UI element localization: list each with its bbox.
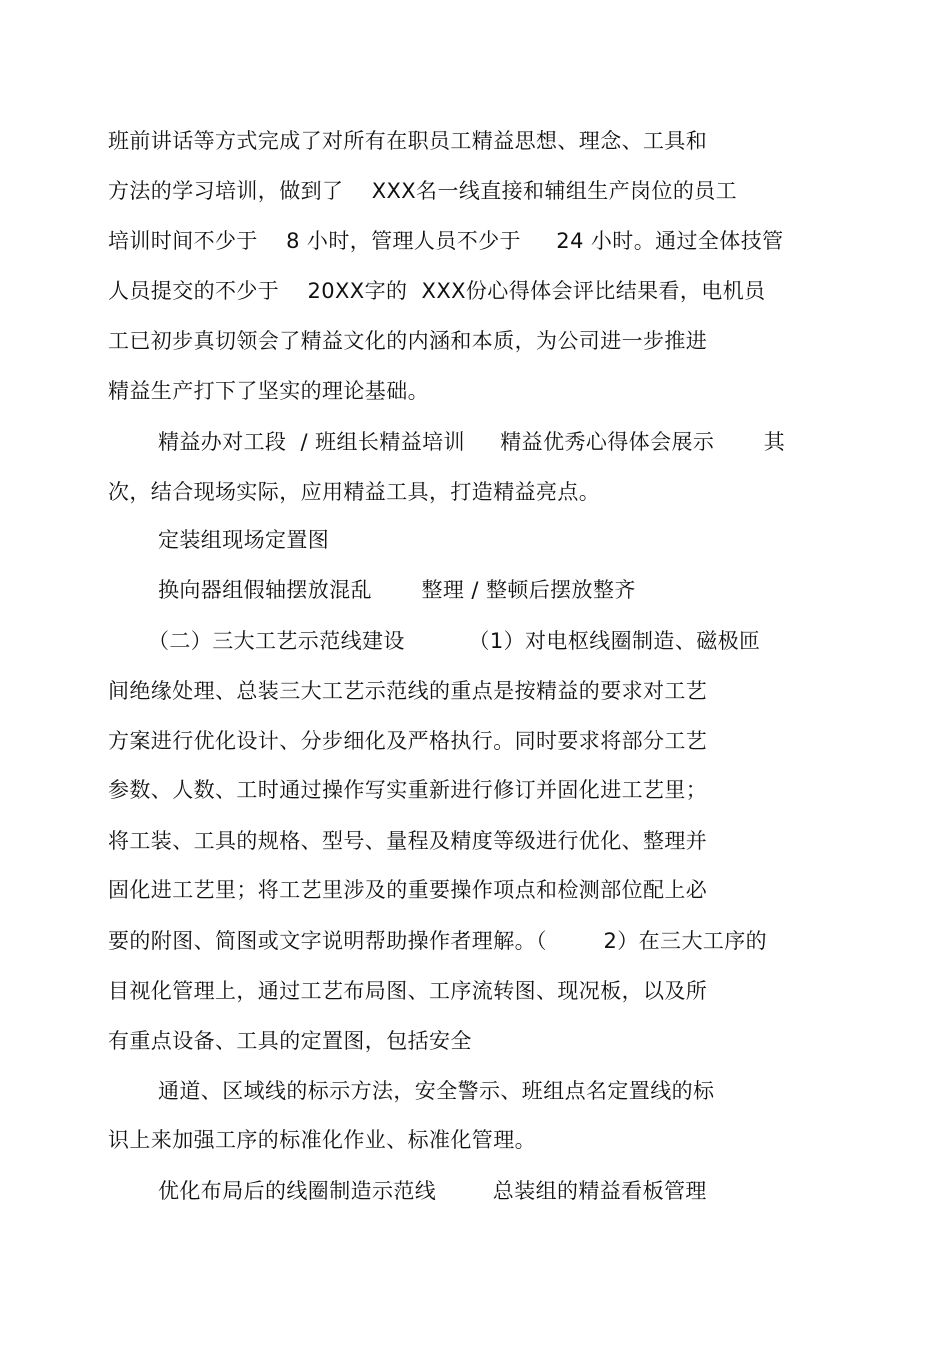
paragraph-line: 方法的学习培训，做到了 XXX名一线直接和辅组生产岗位的员工 bbox=[108, 179, 738, 203]
paragraph-line: 有重点设备、工具的定置图，包括安全 bbox=[108, 1029, 472, 1053]
paragraph-line: 培训时间不少于 8 小时，管理人员不少于 24 小时。通过全体技管 bbox=[108, 229, 784, 253]
paragraph-line: 目视化管理上，通过工艺布局图、工序流转图、现况板，以及所 bbox=[108, 979, 708, 1003]
paragraph-line: 间绝缘处理、总装三大工艺示范线的重点是按精益的要求对工艺 bbox=[108, 679, 708, 703]
paragraph-line: 精益生产打下了坚实的理论基础。 bbox=[108, 379, 429, 403]
paragraph-line: 方案进行优化设计、分步细化及严格执行。同时要求将部分工艺 bbox=[108, 729, 708, 753]
image-caption: 换向器组假轴摆放混乱 整理 / 整顿后摆放整齐 bbox=[158, 578, 636, 602]
section-heading-line: （二）三大工艺示范线建设 （1）对电枢线圈制造、磁极匝 bbox=[148, 629, 761, 653]
paragraph-line: 识上来加强工序的标准化作业、标准化管理。 bbox=[108, 1128, 536, 1152]
image-caption: 优化布局后的线圈制造示范线 总装组的精益看板管理 bbox=[158, 1179, 707, 1203]
paragraph-line: 参数、人数、工时通过操作写实重新进行修订并固化进工艺里； bbox=[108, 778, 708, 802]
paragraph-line: 工已初步真切领会了精益文化的内涵和本质，为公司进一步推进 bbox=[108, 329, 708, 353]
paragraph-line: 次，结合现场实际，应用精益工具，打造精益亮点。 bbox=[108, 480, 601, 504]
image-caption: 定装组现场定置图 bbox=[158, 528, 330, 552]
paragraph-line: 固化进工艺里；将工艺里涉及的重要操作项点和检测部位配上必 bbox=[108, 878, 708, 902]
paragraph-line: 人员提交的不少于 20XX字的 XXX份心得体会评比结果看，电机员 bbox=[108, 279, 766, 303]
paragraph-line: 通道、区域线的标示方法，安全警示、班组点名定置线的标 bbox=[158, 1079, 715, 1103]
paragraph-line: 精益办对工段 / 班组长精益培训 精益优秀心得体会展示 其 bbox=[158, 430, 786, 454]
paragraph-line: 将工装、工具的规格、型号、量程及精度等级进行优化、整理并 bbox=[108, 829, 708, 853]
paragraph-line: 班前讲话等方式完成了对所有在职员工精益思想、理念、工具和 bbox=[108, 129, 708, 153]
paragraph-line: 要的附图、简图或文字说明帮助操作者理解。（ 2）在三大工序的 bbox=[108, 929, 768, 953]
